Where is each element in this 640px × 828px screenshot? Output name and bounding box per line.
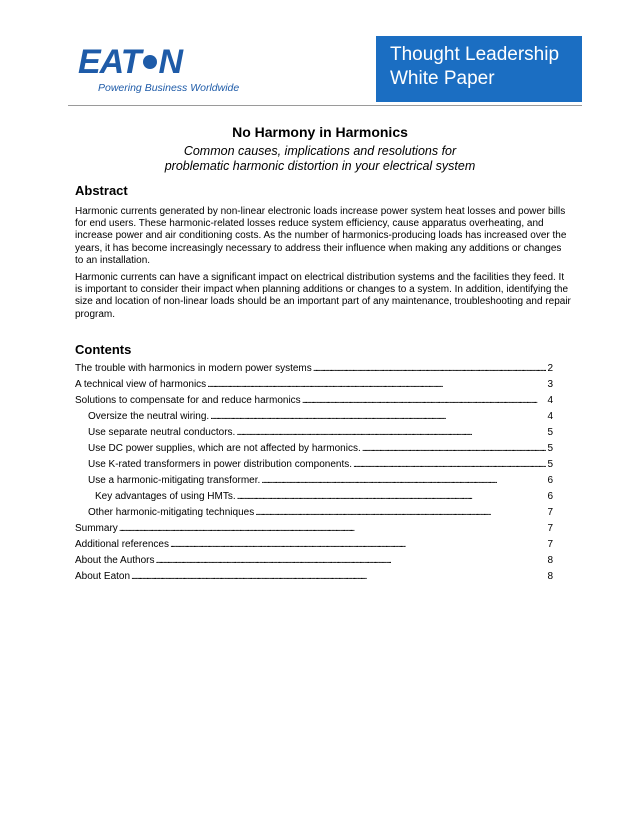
toc-leader	[362, 443, 547, 454]
white-paper-banner	[376, 36, 582, 102]
toc-entry-title: Use a harmonic-mitigating transformer.	[88, 475, 261, 486]
toc-entry[interactable]	[75, 363, 553, 379]
header-divider	[68, 105, 582, 106]
toc-leader	[210, 411, 546, 422]
toc-entry-page: 5	[547, 443, 553, 454]
page-header	[68, 36, 582, 106]
toc-leader	[170, 539, 546, 550]
abstract-paragraph-1: Harmonic currents generated by non-linear electronic loads increase power system heat losses and power bills for end users. These harmonic-related losses reduce system efficiency, cause apparatus overheating, and increase power and air conditioning costs. As the number of harmonics-producing loads has increased over the years, it has become increasingly necessary to address their influence when making any additions or changes to an installation.	[75, 206, 567, 266]
document-subtitle	[0, 144, 640, 174]
toc-entry-page: 8	[547, 555, 553, 566]
toc-entry-page: 5	[547, 427, 553, 438]
toc-entry[interactable]	[88, 443, 553, 459]
toc-leader	[353, 459, 546, 470]
toc-leader	[302, 395, 547, 406]
toc-leader	[236, 427, 546, 438]
toc-entry-title: About the Authors	[75, 555, 155, 566]
logo-dot-icon	[143, 55, 157, 69]
toc-leader	[131, 571, 546, 582]
toc-entry-title: Oversize the neutral wiring.	[88, 411, 210, 422]
toc-entry-page: 7	[547, 507, 553, 518]
abstract-paragraph-2: Harmonic currents can have a significant impact on electrical distribution systems and the facilities they feed. It is important to consider their impact when planning additions or changes to a system. In addition, identifying the size and location of non-linear loads should be an important part of any maintenance, troubleshooting and repair program.	[75, 272, 571, 320]
toc-entry-page: 6	[547, 475, 553, 486]
toc-leader	[119, 523, 547, 534]
toc-entry-page: 6	[547, 491, 553, 502]
toc-entry[interactable]	[75, 571, 553, 587]
toc-entry-title: Other harmonic-mitigating techniques	[88, 507, 255, 518]
toc-entry-page: 2	[547, 363, 553, 374]
toc-entry-title: Key advantages of using HMTs.	[95, 491, 236, 502]
document-title: No Harmony in Harmonics	[232, 124, 408, 140]
toc-entry-page: 3	[547, 379, 553, 390]
toc-entry-title: Use separate neutral conductors.	[88, 427, 236, 438]
toc-leader	[237, 491, 547, 502]
toc-entry[interactable]	[88, 507, 553, 523]
toc-entry[interactable]	[75, 555, 553, 571]
toc-entry-title: About Eaton	[75, 571, 131, 582]
eaton-logo	[68, 36, 240, 100]
toc-entry-title: Use DC power supplies, which are not affected by harmonics.	[88, 443, 361, 454]
toc-entry-title: Use K-rated transformers in power distribution components.	[88, 459, 353, 470]
toc-entry[interactable]	[75, 379, 553, 395]
toc-entry-title: Summary	[75, 523, 118, 534]
toc-entry-title: A technical view of harmonics	[75, 379, 207, 390]
toc-entry[interactable]	[75, 523, 553, 539]
toc-entry-page: 7	[547, 539, 553, 550]
toc-entry[interactable]	[88, 459, 553, 475]
toc-leader	[261, 475, 546, 486]
subtitle-line-2: problematic harmonic distortion in your electrical system	[164, 159, 476, 173]
subtitle-line-1: Common causes, implications and resolutions for	[183, 144, 457, 158]
toc-leader	[156, 555, 547, 566]
toc-entry-page: 8	[547, 571, 553, 582]
abstract-heading: Abstract	[75, 183, 128, 198]
logo-wordmark: EAT N	[78, 43, 183, 81]
toc-entry[interactable]	[75, 539, 553, 555]
toc-leader	[255, 507, 546, 518]
toc-entry-page: 7	[547, 523, 553, 534]
logo-tagline: Powering Business Worldwide	[98, 82, 240, 94]
toc-entry[interactable]	[75, 395, 553, 411]
banner-line-1: Thought Leadership	[390, 44, 560, 65]
toc-entry-title: The trouble with harmonics in modern power systems	[75, 363, 312, 374]
toc-leader	[313, 363, 547, 374]
toc-entry[interactable]	[88, 427, 553, 443]
toc-entry[interactable]	[88, 475, 553, 491]
contents-heading: Contents	[75, 342, 132, 357]
toc-entry-page: 5	[547, 459, 553, 470]
toc-entry-title: Additional references	[75, 539, 169, 550]
toc-entry-title: Solutions to compensate for and reduce harmonics	[75, 395, 301, 406]
banner-line-2: White Paper	[390, 68, 495, 89]
toc-leader	[207, 379, 546, 390]
toc-entry-page: 4	[547, 395, 553, 406]
toc-entry[interactable]	[88, 411, 553, 427]
toc-entry-page: 4	[547, 411, 553, 422]
toc-entry[interactable]	[95, 491, 553, 507]
